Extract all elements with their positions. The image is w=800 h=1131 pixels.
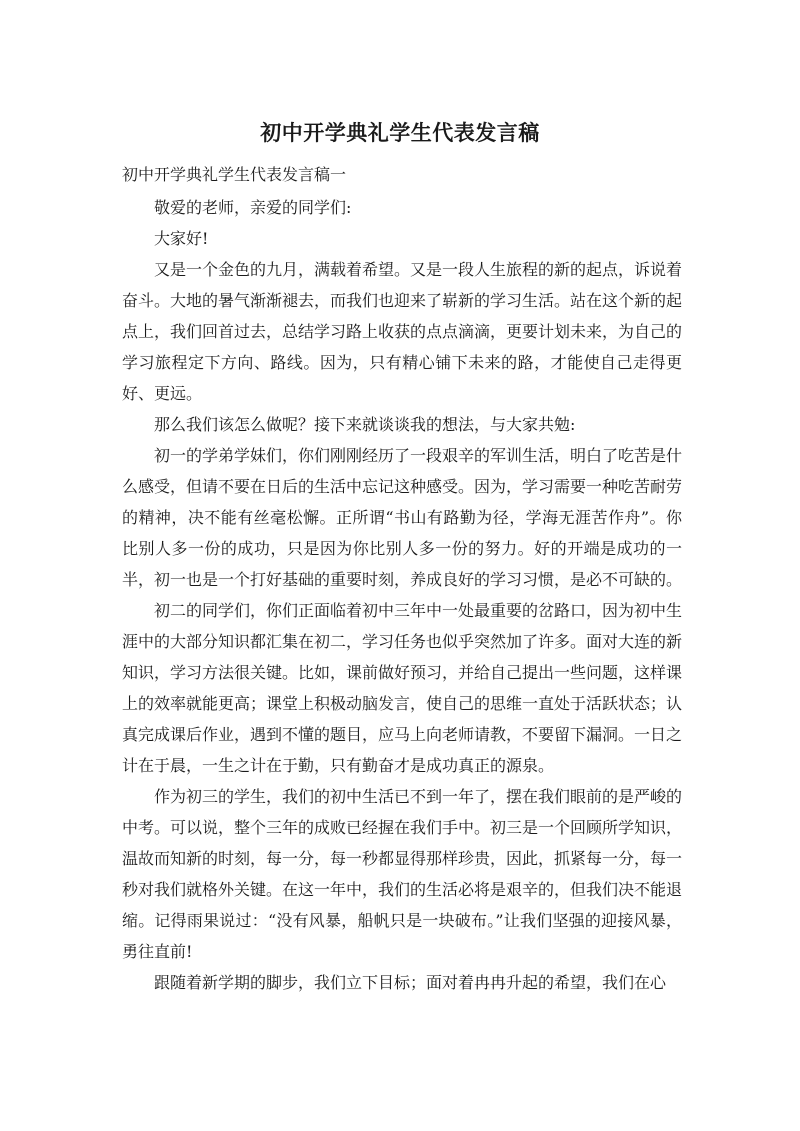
- salutation-paragraph: 敬爱的老师，亲爱的同学们:: [154, 198, 352, 217]
- document-title: 初中开学典礼学生代表发言稿: [260, 121, 540, 145]
- body-paragraph: 跟随着新学期的脚步，我们立下目标；面对着冉冉升起的希望，我们在心: [154, 973, 667, 992]
- body-paragraph: 初一的学弟学妹们，你们刚刚经历了一段艰辛的军训生活，明白了吃苦是什么感受，但请不要在日后的生活中忘记这种感受。因为，学习需要一种吃苦耐劳的精神，决不能有丝毫松懈。正所谓“书山有路勤为径，学海无涯苦作舟”。你比别人多一份的成功，只是因为你比别人多一份的努力。好的开端是成功的一半，初一也是一个打好基础的重要时刻，养成良好的学习习惯，是必不可缺的。: [122, 446, 683, 589]
- body-paragraph: 初二的同学们，你们正面临着初中三年中一处最重要的岔路口，因为初中生涯中的大部分知识都汇集在初二，学习任务也似乎突然加了许多。面对大连的新知识，学习方法很关键。比如，课前做好预习，并给自己提出一些问题，这样课上的效率就能更高；课堂上积极动脑发言，使自己的思维一直处于活跃状态；认真完成课后作业，遇到不懂的题目，应马上向老师请教，不要留下漏洞。一日之计在于晨，一生之计在于勤，只有勤奋才是成功真正的源泉。: [122, 601, 683, 775]
- document-subtitle: 初中开学典礼学生代表发言稿一: [122, 165, 347, 184]
- body-paragraph: 作为初三的学生，我们的初中生活已不到一年了，摆在我们眼前的是严峻的中考。可以说，整个三年的成败已经握在我们手中。初三是一个回顾所学知识，温故而知新的时刻，每一分，每一秒都显得那样珍贵，因此，抓紧每一分，每一秒对我们就格外关键。在这一年中，我们的生活必将是艰辛的，但我们决不能退缩。记得雨果说过：“没有风暴，船帆只是一块破布。”让我们坚强的迎接风暴，勇往直前!: [122, 787, 683, 961]
- greeting-paragraph: 大家好!: [154, 229, 209, 248]
- body-paragraph: 又是一个金色的九月，满载着希望。又是一段人生旅程的新的起点，诉说着奋斗。大地的暑气渐渐褪去，而我们也迎来了崭新的学习生活。站在这个新的起点上，我们回首过去，总结学习路上收获的点点滴滴，更要计划未来，为自己的学习旅程定下方向、路线。因为，只有精心铺下未来的路，才能使自己走得更好、更远。: [122, 260, 683, 403]
- body-paragraph: 那么我们该怎么做呢？接下来就谈谈我的想法，与大家共勉:: [154, 415, 576, 434]
- document-body: [122, 192, 682, 998]
